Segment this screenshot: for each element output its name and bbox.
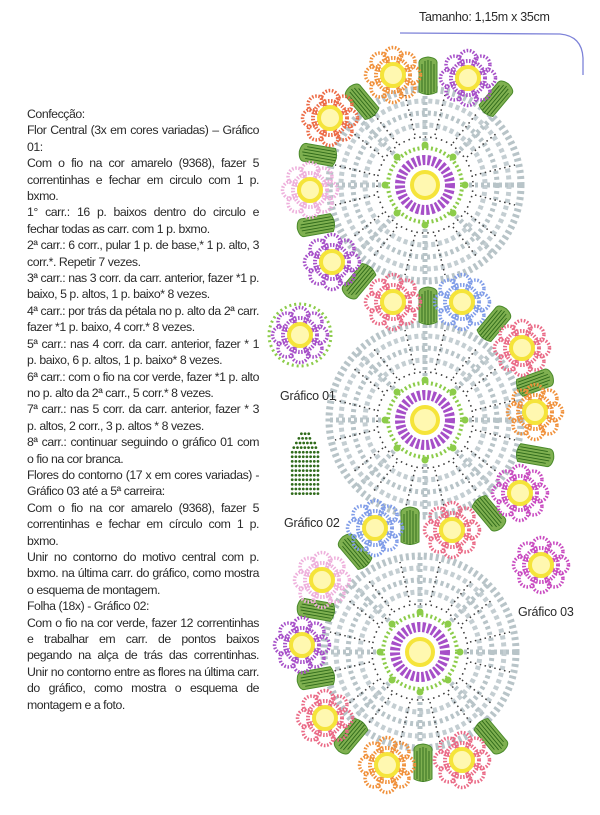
flower-motif — [441, 51, 496, 106]
instruction-line: Flores do contorno (17 x em cores variadas) - Gráfico 03 até a 5ª carreira: — [27, 467, 259, 499]
instruction-line: 2ª carr.: 6 corr., pular 1 p. de base,* 1 p. alto, 3 corr.*. Repetir 7 vezes. — [27, 238, 259, 269]
instruction-line: Folha (18x) - Gráfico 02: — [27, 599, 150, 614]
instruction-line: Com o fio na cor amarelo (9368), fazer 5 correntinhas e fechar em círculo com 1 p. bxmo. — [27, 500, 259, 548]
central-motif-middle — [329, 324, 521, 516]
caption-grafico-01: Gráfico 01 — [280, 389, 336, 403]
instruction-line: Unir no contorno do motivo central com p. bxmo. na última carr. do gráfico, como mostra o esquema de montagem. — [27, 549, 259, 597]
instruction-line: 1° carr.: 16 p. baixos dentro do circulo e fechar todas as carr. com 1 p. bxmo. — [27, 205, 259, 236]
instruction-line: 5ª carr.: nas 4 corr. da carr. anterior, fazer * 1 p. baixo, 6 p. altos, 1 p. baixo* 8 vezes. — [27, 336, 259, 368]
caption-grafico-02: Gráfico 02 — [284, 516, 340, 530]
instruction-heading: Confecção: — [27, 107, 85, 121]
instruction-line: 6ª carr.: com o fio na cor verde, fazer *1 p. alto no p. alto da 2ª carr., 5 corr.* 8 vezes. — [27, 369, 259, 400]
flower-motif — [298, 691, 353, 746]
flower-motif — [269, 304, 331, 366]
instruction-line: 3ª carr.: nas 3 corr. da carr. anterior, fazer *1 p. baixo, 5 p. altos, 1 p. baixo* 8 vezes. — [27, 271, 259, 302]
flower-motif — [495, 321, 550, 376]
flower-motif — [508, 385, 563, 440]
instruction-line: 4ª carr.: por trás da pétala no p. alto da 2ª carr. fazer *1 p. baixo, 4 corr.* 8 vezes. — [27, 303, 259, 335]
central-motif-top — [329, 89, 521, 281]
grafico-02-leaf — [291, 429, 321, 497]
flower-motif — [514, 538, 569, 593]
instruction-line: Flor Central (3x em cores variadas) – Gráfico 01: — [27, 123, 259, 154]
flower-motif — [295, 553, 350, 608]
flower-motif — [493, 466, 548, 521]
instruction-line: Com o fio na cor amarelo (9368), fazer 5 correntinhas e fechar em circulo com 1 p. bxmo. — [27, 156, 259, 204]
instruction-line: Com o fio na cor verde, fazer 12 correntinhas e trabalhar em carr. de pontos baixos pegando na alça de trás das correntinhas. Unir no contorno entre as flores na última carr. do gráfico, como mostra o esquema de montagem e a foto. — [27, 615, 259, 712]
flower-motif — [305, 235, 360, 290]
flower-motif — [435, 275, 490, 330]
flower-motif — [366, 48, 421, 103]
caption-grafico-03: Gráfico 03 — [518, 605, 574, 619]
instruction-line: 8ª carr.: continuar seguindo o gráfico 01 com o fio na cor branca. — [27, 435, 259, 466]
size-label: Tamanho: 1,15m x 35cm — [419, 10, 550, 24]
instruction-line: 7ª carr.: nas 5 corr. da carr. anterior, fazer * 3 p. altos, 2 corr., 3 p. altos * 8 vezes. — [27, 402, 259, 433]
